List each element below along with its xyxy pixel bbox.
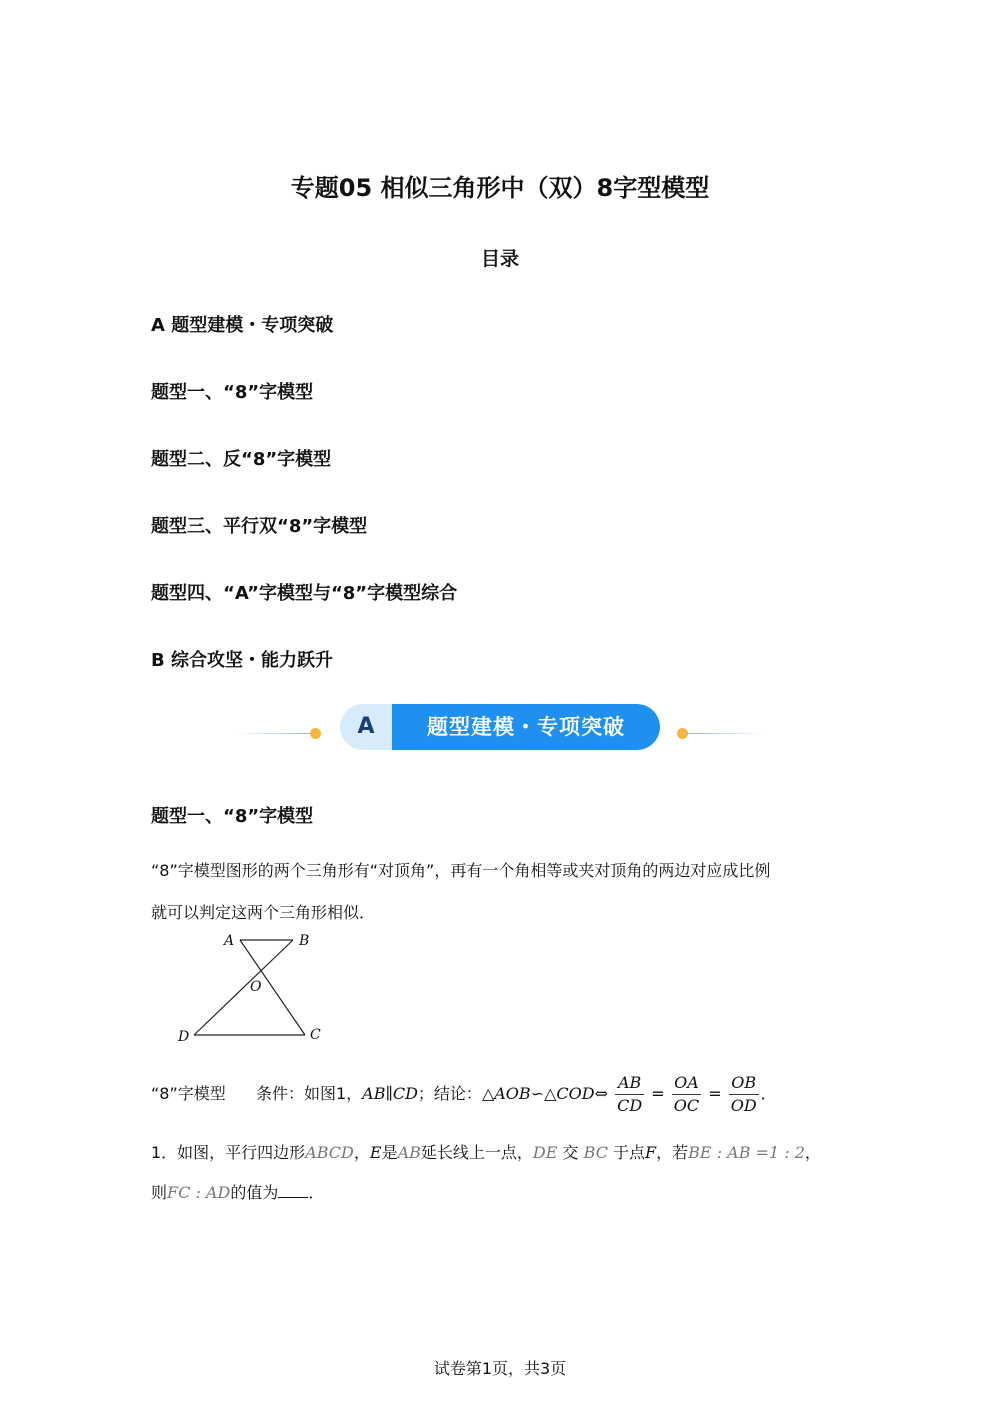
label-o: O [250,979,262,995]
toc-item-type3[interactable]: 题型三、平行双“8”字模型 [151,516,368,537]
q1-text-6: 于点 [613,1143,646,1162]
conclusion-math: △AOB∽△COD⇔ [481,1084,608,1103]
banner-text: 题型建模・专项突破 [392,704,660,750]
condition-label: 条件：如图1， [255,1084,363,1103]
answer-blank[interactable] [278,1183,308,1198]
q1-text-9: 则 [151,1183,168,1202]
toc-item-type2[interactable]: 题型二、反“8”字模型 [151,449,332,470]
q1-text-1: 1．如图，平行四边形 [151,1143,306,1162]
banner-pill [340,704,660,750]
section-heading: 题型一、“8”字模型 [151,806,314,827]
fraction-oa-oc: $\frac{OA}{OC}$ [673,1073,700,1115]
toc-heading: 目录 [480,248,519,270]
conclusion-label: ；结论： [417,1084,482,1103]
q1-math-f: F [645,1143,657,1162]
banner-line-right [686,733,764,734]
q1-text-8: ， [804,1143,821,1162]
q1-math-abcd: ABCD [305,1143,354,1162]
q1-text-5: 交 [562,1143,579,1162]
model-name: “8”字模型 [151,1084,226,1103]
model-statement [151,1072,871,1117]
label-d: D [178,1029,190,1045]
toc-item-a[interactable]: A 题型建模・专项突破 [151,315,334,336]
q1-text-2: ， [353,1143,370,1162]
equals-sign-1: = [651,1084,665,1103]
question-1-line-2 [151,1180,851,1203]
statement-end: ． [760,1084,777,1103]
label-a: A [224,933,235,949]
banner-dot-left [310,728,321,739]
fraction-ob-od: $\frac{OB}{OD}$ [730,1073,757,1115]
q1-text-10: 的值为 [230,1183,279,1202]
q1-text-4: 延长线上一点， [420,1143,533,1162]
toc-item-b[interactable]: B 综合攻坚・能力跃升 [151,650,333,671]
q1-math-bc: BC [583,1143,608,1162]
q1-math-e: E [369,1143,382,1162]
q1-math-de: DE [532,1143,558,1162]
label-b: B [299,933,310,949]
q1-text-3: 是 [381,1143,398,1162]
toc-item-type4[interactable]: 题型四、“A”字模型与“8”字模型综合 [151,583,458,604]
question-1-line-1 [151,1140,871,1163]
toc-item-type1[interactable]: 题型一、“8”字模型 [151,382,314,403]
figure-8-model [170,928,340,1048]
q1-math-ratio: BE : AB =1 : 2 [688,1143,805,1162]
q1-text-7: ，若 [656,1143,689,1162]
q1-math-ab: AB [397,1143,421,1162]
page-footer: 试卷第1页，共3页 [433,1359,567,1378]
intro-line-1: “8”字模型图形的两个三角形有“对顶角”，再有一个角相等或夹对顶角的两边对应成比例 [151,861,771,880]
section-banner [236,704,764,754]
fraction-ab-cd: $\frac{AB}{CD}$ [617,1073,643,1115]
q1-math-fc-ad: FC : AD [167,1183,231,1202]
equals-sign-2: = [708,1084,722,1103]
label-c: C [310,1027,321,1043]
banner-line-left [236,733,314,734]
condition-math: AB∥CD [362,1084,418,1103]
page-title: 专题05 相似三角形中（双）8字型模型 [290,174,710,202]
segment-bd [194,940,293,1035]
banner-letter: A [357,714,375,739]
intro-line-2: 就可以判定这两个三角形相似． [151,903,376,922]
q1-text-end: ． [308,1183,325,1202]
